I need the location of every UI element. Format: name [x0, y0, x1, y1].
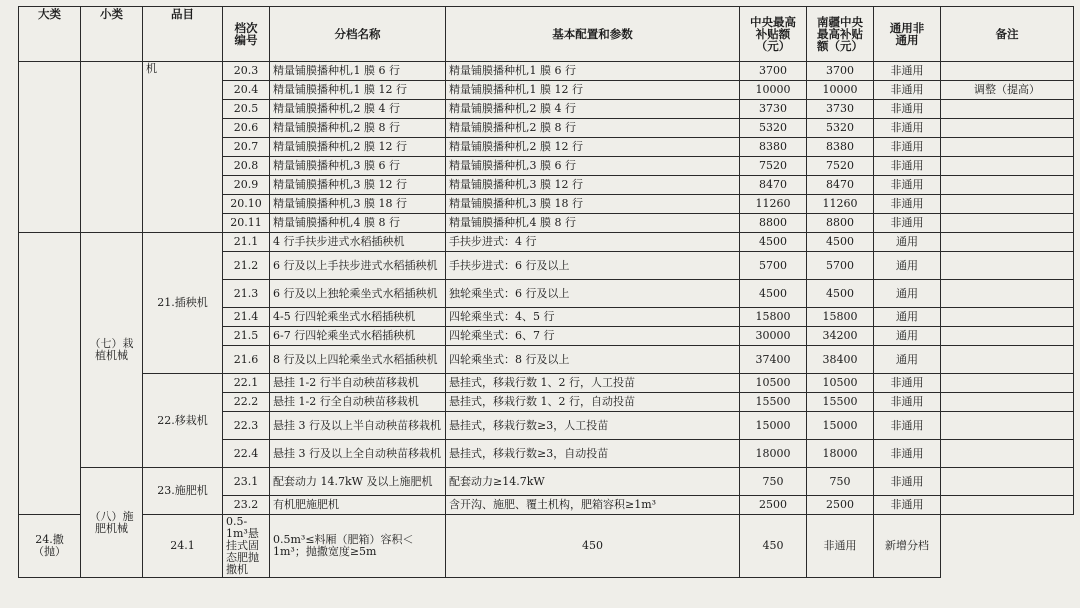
config: 精量铺膜播种机,3 膜 18 行	[446, 195, 740, 214]
central-subsidy: 15800	[740, 308, 807, 327]
grade-no: 20.3	[223, 62, 270, 81]
remark	[941, 233, 1074, 252]
config: 手扶步进式：4 行	[446, 233, 740, 252]
remark	[941, 412, 1074, 440]
category-planting: （七）栽 植机械	[81, 233, 143, 468]
grade-no: 23.1	[223, 468, 270, 496]
header-row	[19, 7, 1074, 62]
header-category: 大类	[19, 7, 81, 62]
central-subsidy: 30000	[740, 327, 807, 346]
config: 悬挂式，移栽行数≥3，人工投苗	[446, 412, 740, 440]
south-subsidy: 4500	[807, 233, 874, 252]
universal: 非通用	[874, 100, 941, 119]
universal: 非通用	[874, 440, 941, 468]
south-subsidy: 38400	[807, 346, 874, 374]
header-central-subsidy: 中央最高 补贴额 （元）	[740, 7, 807, 62]
config: 悬挂式，移栽行数≥3，自动投苗	[446, 440, 740, 468]
header-south-subsidy: 南疆中央 最高补贴 额（元）	[807, 7, 874, 62]
grade-name: 精量铺膜播种机,1 膜 6 行	[270, 62, 446, 81]
central-subsidy: 8470	[740, 176, 807, 195]
south-subsidy: 4500	[807, 280, 874, 308]
south-subsidy: 18000	[807, 440, 874, 468]
category-cell-empty	[19, 62, 81, 233]
remark: 调整（提高）	[941, 81, 1074, 100]
grade-no: 23.2	[223, 496, 270, 515]
universal: 非通用	[874, 214, 941, 233]
universal: 非通用	[874, 157, 941, 176]
universal: 通用	[874, 280, 941, 308]
grade-no: 20.8	[223, 157, 270, 176]
remark	[941, 374, 1074, 393]
central-subsidy: 750	[740, 468, 807, 496]
south-subsidy: 34200	[807, 327, 874, 346]
remark	[941, 496, 1074, 515]
remark	[941, 119, 1074, 138]
config: 精量铺膜播种机,3 膜 6 行	[446, 157, 740, 176]
table-row	[19, 374, 1074, 393]
grade-name: 6-7 行四轮乘坐式水稻插秧机	[270, 327, 446, 346]
grade-name: 悬挂 1-2 行全自动秧苗移栽机	[270, 393, 446, 412]
remark: 新增分档	[874, 515, 941, 578]
item-cell-seeder: 机	[143, 62, 223, 233]
south-subsidy: 3730	[807, 100, 874, 119]
grade-no: 20.9	[223, 176, 270, 195]
central-subsidy: 10000	[740, 81, 807, 100]
category-fertilizing: （八）施 肥机械	[81, 468, 143, 578]
universal: 非通用	[874, 176, 941, 195]
central-subsidy: 4500	[740, 280, 807, 308]
grade-name: 精量铺膜播种机,3 膜 6 行	[270, 157, 446, 176]
grade-no: 21.6	[223, 346, 270, 374]
central-subsidy: 10500	[740, 374, 807, 393]
grade-name: 悬挂 3 行及以上全自动秧苗移栽机	[270, 440, 446, 468]
south-subsidy: 8470	[807, 176, 874, 195]
category-cell-empty	[19, 233, 81, 515]
universal: 非通用	[874, 195, 941, 214]
grade-name: 配套动力 14.7kW 及以上施肥机	[270, 468, 446, 496]
universal: 非通用	[874, 119, 941, 138]
grade-no: 22.3	[223, 412, 270, 440]
central-subsidy: 450	[446, 515, 740, 578]
central-subsidy: 18000	[740, 440, 807, 468]
central-subsidy: 4500	[740, 233, 807, 252]
grade-no: 22.1	[223, 374, 270, 393]
header-universal: 通用非 通用	[874, 7, 941, 62]
item-transplanting-machine: 22.移栽机	[143, 374, 223, 468]
grade-name: 精量铺膜播种机,2 膜 8 行	[270, 119, 446, 138]
grade-name: 精量铺膜播种机,4 膜 8 行	[270, 214, 446, 233]
south-subsidy: 15000	[807, 412, 874, 440]
grade-name: 精量铺膜播种机,2 膜 12 行	[270, 138, 446, 157]
south-subsidy: 8800	[807, 214, 874, 233]
grade-name: 8 行及以上四轮乘坐式水稻插秧机	[270, 346, 446, 374]
south-subsidy: 3700	[807, 62, 874, 81]
remark	[941, 157, 1074, 176]
grade-name: 精量铺膜播种机,3 膜 12 行	[270, 176, 446, 195]
grade-no: 20.10	[223, 195, 270, 214]
universal: 非通用	[874, 62, 941, 81]
header-remark: 备注	[941, 7, 1074, 62]
config: 四轮乘坐式：6、7 行	[446, 327, 740, 346]
header-grade-name: 分档名称	[270, 7, 446, 62]
config: 精量铺膜播种机,3 膜 12 行	[446, 176, 740, 195]
central-subsidy: 37400	[740, 346, 807, 374]
grade-no: 20.11	[223, 214, 270, 233]
remark	[941, 62, 1074, 81]
south-subsidy: 8380	[807, 138, 874, 157]
item-fertilizer: 23.施肥机	[143, 468, 223, 515]
header-subcategory: 小类	[81, 7, 143, 62]
central-subsidy: 2500	[740, 496, 807, 515]
remark	[941, 280, 1074, 308]
remark	[941, 346, 1074, 374]
remark	[941, 308, 1074, 327]
grade-no: 21.1	[223, 233, 270, 252]
central-subsidy: 15000	[740, 412, 807, 440]
grade-no: 21.4	[223, 308, 270, 327]
universal: 非通用	[807, 515, 874, 578]
config: 0.5m³≤料厢（肥箱）容积＜1m³；抛撒宽度≥5m	[270, 515, 446, 578]
universal: 通用	[874, 346, 941, 374]
remark	[941, 214, 1074, 233]
central-subsidy: 11260	[740, 195, 807, 214]
config: 手扶步进式：6 行及以上	[446, 252, 740, 280]
table-row	[19, 233, 1074, 252]
universal: 非通用	[874, 374, 941, 393]
grade-name: 4 行手扶步进式水稻插秧机	[270, 233, 446, 252]
config: 悬挂式，移栽行数 1、2 行，自动投苗	[446, 393, 740, 412]
grade-name: 精量铺膜播种机,1 膜 12 行	[270, 81, 446, 100]
grade-no: 21.2	[223, 252, 270, 280]
central-subsidy: 3700	[740, 62, 807, 81]
remark	[941, 252, 1074, 280]
remark	[941, 468, 1074, 496]
universal: 通用	[874, 233, 941, 252]
grade-name: 4-5 行四轮乘坐式水稻插秧机	[270, 308, 446, 327]
remark	[941, 393, 1074, 412]
table-row	[19, 468, 1074, 496]
header-item: 品目	[143, 7, 223, 62]
grade-name: 精量铺膜播种机,3 膜 18 行	[270, 195, 446, 214]
south-subsidy: 7520	[807, 157, 874, 176]
south-subsidy: 5700	[807, 252, 874, 280]
central-subsidy: 15500	[740, 393, 807, 412]
south-subsidy: 750	[807, 468, 874, 496]
south-subsidy: 10000	[807, 81, 874, 100]
central-subsidy: 5320	[740, 119, 807, 138]
table-row	[19, 62, 1074, 81]
config: 精量铺膜播种机,1 膜 6 行	[446, 62, 740, 81]
universal: 非通用	[874, 393, 941, 412]
table-row	[19, 515, 1074, 578]
grade-name: 悬挂 3 行及以上半自动秧苗移栽机	[270, 412, 446, 440]
grade-name: 0.5-1m³悬挂式固态肥抛撒机	[223, 515, 270, 578]
remark	[941, 100, 1074, 119]
grade-name: 6 行及以上独轮乘坐式水稻插秧机	[270, 280, 446, 308]
universal: 非通用	[874, 81, 941, 100]
south-subsidy: 10500	[807, 374, 874, 393]
remark	[941, 138, 1074, 157]
remark	[941, 176, 1074, 195]
south-subsidy: 15800	[807, 308, 874, 327]
grade-no: 21.3	[223, 280, 270, 308]
remark	[941, 327, 1074, 346]
universal: 通用	[874, 327, 941, 346]
south-subsidy: 11260	[807, 195, 874, 214]
universal: 非通用	[874, 496, 941, 515]
central-subsidy: 5700	[740, 252, 807, 280]
universal: 通用	[874, 252, 941, 280]
subsidy-table	[18, 6, 1074, 578]
config: 含开沟、施肥、覆土机构，肥箱容积≥1m³	[446, 496, 740, 515]
south-subsidy: 2500	[807, 496, 874, 515]
grade-no: 20.7	[223, 138, 270, 157]
south-subsidy: 450	[740, 515, 807, 578]
config: 精量铺膜播种机,2 膜 8 行	[446, 119, 740, 138]
config: 四轮乘坐式：8 行及以上	[446, 346, 740, 374]
config: 精量铺膜播种机,2 膜 12 行	[446, 138, 740, 157]
grade-no: 20.5	[223, 100, 270, 119]
grade-no: 20.6	[223, 119, 270, 138]
grade-name: 悬挂 1-2 行半自动秧苗移栽机	[270, 374, 446, 393]
grade-name: 6 行及以上手扶步进式水稻插秧机	[270, 252, 446, 280]
config: 配套动力≥14.7kW	[446, 468, 740, 496]
south-subsidy: 5320	[807, 119, 874, 138]
remark	[941, 195, 1074, 214]
config: 精量铺膜播种机,1 膜 12 行	[446, 81, 740, 100]
central-subsidy: 8800	[740, 214, 807, 233]
universal: 非通用	[874, 468, 941, 496]
central-subsidy: 8380	[740, 138, 807, 157]
grade-no: 22.4	[223, 440, 270, 468]
south-subsidy: 15500	[807, 393, 874, 412]
universal: 非通用	[874, 138, 941, 157]
config: 四轮乘坐式：4、5 行	[446, 308, 740, 327]
universal: 非通用	[874, 412, 941, 440]
config: 独轮乘坐式：6 行及以上	[446, 280, 740, 308]
subcategory-cell-empty	[81, 62, 143, 233]
header-grade-no: 档次 编号	[223, 7, 270, 62]
grade-no: 24.1	[143, 515, 223, 578]
central-subsidy: 3730	[740, 100, 807, 119]
item-spreader: 24.撒（抛）	[19, 515, 81, 578]
grade-no: 21.5	[223, 327, 270, 346]
central-subsidy: 7520	[740, 157, 807, 176]
grade-no: 22.2	[223, 393, 270, 412]
header-config: 基本配置和参数	[446, 7, 740, 62]
universal: 通用	[874, 308, 941, 327]
config: 精量铺膜播种机,4 膜 8 行	[446, 214, 740, 233]
grade-name: 精量铺膜播种机,2 膜 4 行	[270, 100, 446, 119]
grade-no: 20.4	[223, 81, 270, 100]
config: 精量铺膜播种机,2 膜 4 行	[446, 100, 740, 119]
remark	[941, 440, 1074, 468]
grade-name: 有机肥施肥机	[270, 496, 446, 515]
item-transplanter: 21.插秧机	[143, 233, 223, 374]
config: 悬挂式，移栽行数 1、2 行，人工投苗	[446, 374, 740, 393]
